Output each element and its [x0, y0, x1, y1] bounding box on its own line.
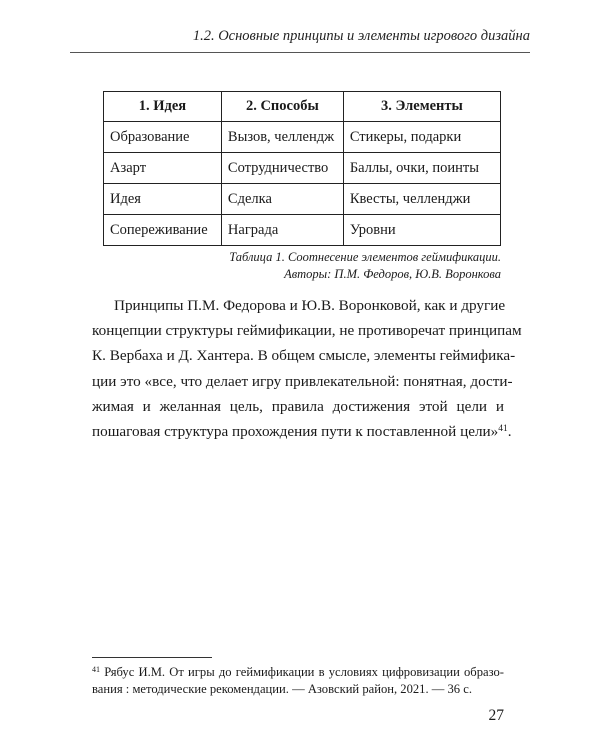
- footnote-text: вания : методические рекомендации. — Азовский район, 2021. — 36 с.: [92, 682, 472, 696]
- running-header: 1.2. Основные принципы и элементы игрового дизайна: [192, 28, 530, 44]
- paragraph-line: концепции структуры геймификации, не противоречат принципам: [92, 322, 522, 340]
- table-header-cell: 2. Способы: [221, 92, 343, 122]
- table-row: [104, 184, 501, 215]
- paragraph-end-punctuation: .: [507, 423, 512, 441]
- table-cell: Сопереживание: [104, 215, 222, 246]
- paragraph-line: ции это «все, что делает игру привлекательной: понятная, дости-: [92, 372, 513, 390]
- table-header-row: [104, 92, 501, 122]
- table-row: [104, 215, 501, 246]
- footnote-text: Рябус И.М. От игры до геймификации в условиях цифровизации образо-: [104, 665, 504, 679]
- gamification-elements-table: [103, 91, 501, 246]
- paragraph-last-line: [92, 419, 512, 444]
- footnote-rule: [92, 657, 212, 658]
- body-paragraph: [92, 293, 522, 444]
- caption-title: Таблица 1. Соотнесение элементов геймификации.: [229, 250, 501, 264]
- table-row: [104, 122, 501, 153]
- page-number: 27: [488, 707, 504, 724]
- table-row: [104, 153, 501, 184]
- table-cell: Сотрудничество: [221, 153, 343, 184]
- table-cell: Награда: [221, 215, 343, 246]
- footnote-number: 41: [92, 665, 100, 674]
- table-cell: Вызов, челлендж: [221, 122, 343, 153]
- table-cell: Азарт: [104, 153, 222, 184]
- table-header-cell: 3. Элементы: [343, 92, 500, 122]
- caption-authors: Авторы: П.М. Федоров, Ю.В. Воронкова: [284, 267, 501, 281]
- table-cell: Образование: [104, 122, 222, 153]
- paragraph-line: пошаговая структура прохождения пути к поставленной цели»: [92, 423, 499, 441]
- paragraph-line: жимая и желанная цель, правила достижения этой цели и: [92, 397, 504, 415]
- table-cell: Стикеры, подарки: [343, 122, 500, 153]
- footnote-line: [92, 664, 504, 681]
- table-cell: Баллы, очки, поинты: [343, 153, 500, 184]
- table-cell: Идея: [104, 184, 222, 215]
- paragraph-line: Принципы П.М. Федорова и Ю.В. Воронковой, как и другие: [114, 297, 506, 314]
- table-cell: Сделка: [221, 184, 343, 215]
- table-caption: [160, 249, 501, 283]
- table-cell: Квесты, челленджи: [343, 184, 500, 215]
- table-cell: Уровни: [343, 215, 500, 246]
- table-header-cell: 1. Идея: [104, 92, 222, 122]
- footnote: [92, 664, 504, 698]
- footnote-reference[interactable]: 41: [498, 424, 508, 435]
- header-rule: [70, 52, 530, 53]
- paragraph-line: К. Вербаха и Д. Хантера. В общем смысле, элементы геймифика-: [92, 347, 516, 365]
